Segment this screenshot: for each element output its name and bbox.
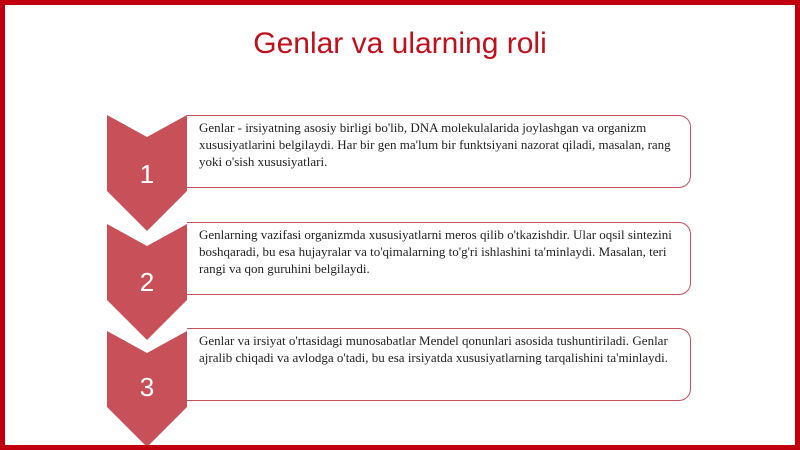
step-2-text: Genlarning vazifasi organizmda xususiyatlarni meros qilib o'tkazishdir. Ular oqsil sintezini boshqaradi, bu esa hujayralar va to'qimalarning to'g'ri ishlashini ta'minlaydi. Masalan, teri rangi va qon guruhini belgilaydi.	[199, 227, 672, 276]
step-1-number: 1	[139, 159, 155, 189]
step-2-text-box	[187, 222, 691, 295]
step-2-number: 2	[139, 267, 155, 297]
step-3-number: 3	[139, 372, 155, 402]
step-1-text-box	[187, 115, 691, 188]
step-1-text: Genlar - irsiyatning asosiy birligi bo'lib, DNA molekulalarida joylashgan va organizm xususiyatlarini belgilaydi. Har bir gen ma'lum bir funktsiyani nazorat qiladi, masalan, rang yoki o'sish xususiyatlari.	[199, 120, 671, 169]
step-3-text-box	[187, 328, 691, 401]
slide-title: Genlar va ularning roli	[253, 27, 547, 60]
step-3-text: Genlar va irsiyat o'rtasidagi munosabatlar Mendel qonunlari asosida tushuntiriladi. Genlar ajralib chiqadi va avlodga o'tadi, bu esa irsiyatda xususiyatlarning tarqalishini ta'minlaydi.	[199, 333, 668, 365]
